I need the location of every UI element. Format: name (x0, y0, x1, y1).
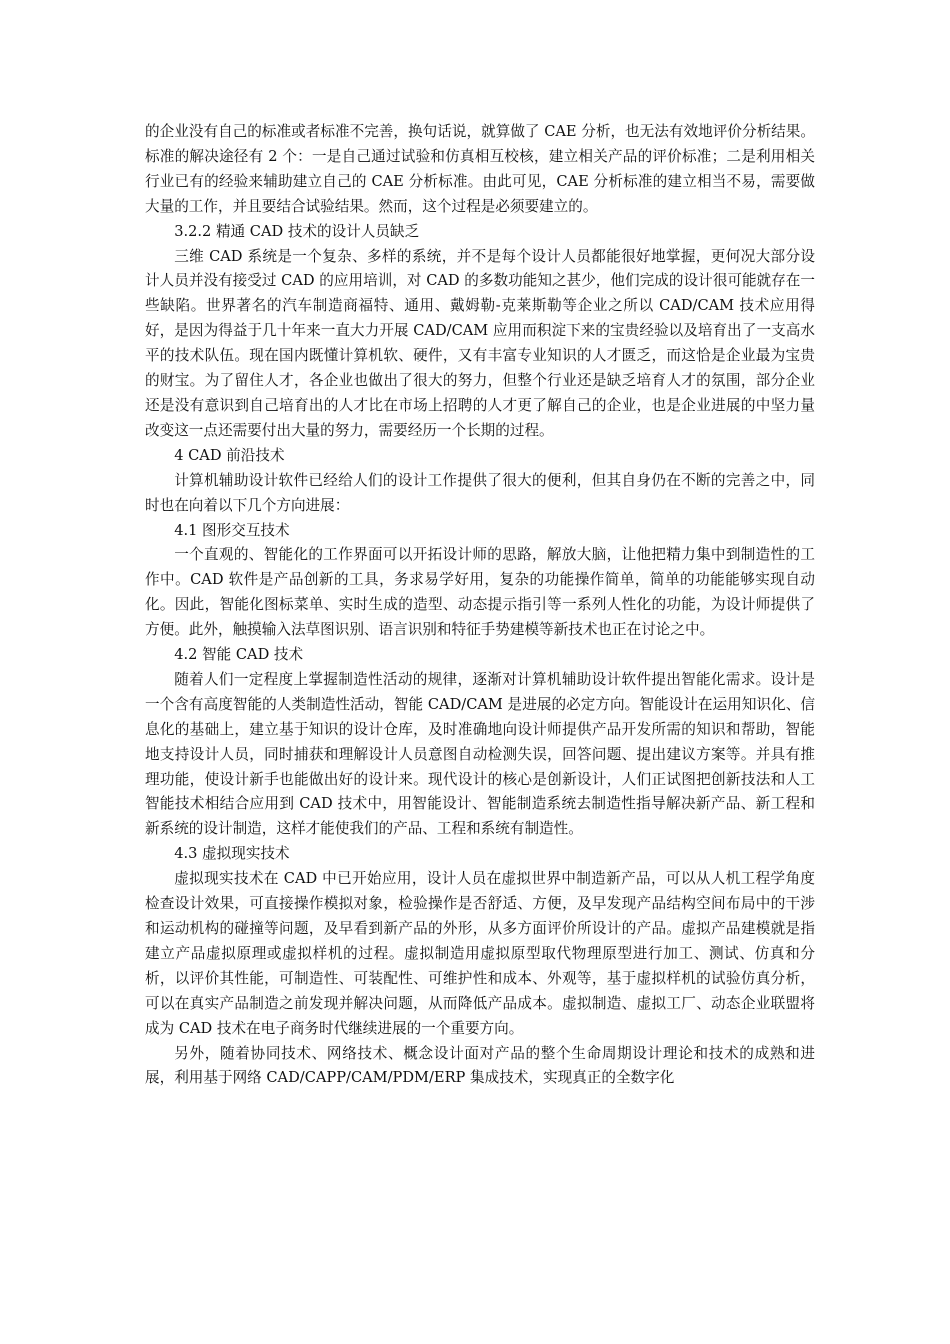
paragraph-intelligent-cad: 随着人们一定程度上掌握制造性活动的规律，逐渐对计算机辅助设计软件提出智能化需求。设计是一个含有高度智能的人类制造性活动，智能 CAD/CAM 是进展的必定方向。智能设计在运用知识化、信息化的基础上，建立基于知识的设计仓库，及时准确地向设计师提供产品开发所需的知识和帮助，智能地支持设计人员，同时捕获和理解设计人员意图自动检测失误，回答问题、提出建议方案等。并具有推理功能，使设计新手也能做出好的设计来。现代设计的核心是创新设计，人们正试图把创新技法和人工智能技术相结合应用到 CAD 技术中，用智能设计、智能制造系统去制造性指导解决新产品、新工程和新系统的设计制造，这样才能使我们的产品、工程和系统有制造性。 (145, 670, 815, 838)
paragraph-additionally: 另外，随着协同技术、网络技术、概念设计面对产品的整个生命周期设计理论和技术的成熟和进展，利用基于网络 CAD/CAPP/CAM/PDM/ERP 集成技术，实现真正的全数字化 (145, 1044, 815, 1087)
heading-3-2-2: 3.2.2 精通 CAD 技术的设计人员缺乏 (174, 222, 420, 240)
paragraph-graphic-interaction: 一个直观的、智能化的工作界面可以开拓设计师的思路，解放大脑，让他把精力集中到制造性的工作中。CAD 软件是产品创新的工具，务求易学好用，复杂的功能操作简单，简单的功能能够实现自动化。因此，智能化图标菜单、实时生成的造型、动态提示指引等一系列人性化的功能，为设计师提供了方便。此外，触摸输入法草图识别、语言识别和特征手势建模等新技术也正在讨论之中。 (145, 546, 815, 639)
document-page (145, 120, 815, 1091)
heading-4-3: 4.3 虚拟现实技术 (174, 845, 290, 863)
paragraph-cae-standards: 的企业没有自己的标准或者标准不完善，换句话说，就算做了 CAE 分析，也无法有效地评价分析结果。标准的解决途径有 2 个：一是自己通过试验和仿真相互校核，建立相关产品的评价标准；二是利用相关行业已有的经验来辅助建立自己的 CAE 分析标准。由此可见，CAE 分析标准的建立相当不易，需要做大量的工作，并且要结合试验结果。然而，这个过程是必须要建立的。 (145, 123, 815, 215)
heading-4-2: 4.2 智能 CAD 技术 (174, 646, 304, 664)
heading-4: 4 CAD 前沿技术 (174, 446, 285, 464)
paragraph-cad-talent: 三维 CAD 系统是一个复杂、多样的系统，并不是每个设计人员都能很好地掌握，更何况大部分设计人员并没有接受过 CAD 的应用培训，对 CAD 的多数功能知之甚少，他们完成的设计很可能就存在一些缺陷。世界著名的汽车制造商福特、通用、戴姆勒-克莱斯勒等企业之所以 CAD/CAM 技术应用得好，是因为得益于几十年来一直大力开展 CAD/CAM 应用而积淀下来的宝贵经验以及培育出了一支高水平的技术队伍。现在国内既懂计算机软、硬件，又有丰富专业知识的人才匮乏，而这恰是企业最为宝贵的财宝。为了留住人才，各企业也做出了很大的努力，但整个行业还是缺乏培育人才的氛围，部分企业还是没有意识到自己培育出的人才比在市场上招聘的人才更了解自己的企业，也是企业进展的中坚力量改变这一点还需要付出大量的努力，需要经历一个长期的过程。 (145, 247, 815, 439)
heading-4-1: 4.1 图形交互技术 (174, 521, 290, 539)
paragraph-cad-frontier-intro: 计算机辅助设计软件已经给人们的设计工作提供了很大的便利，但其自身仍在不断的完善之中，同时也在向着以下几个方向进展： (145, 471, 815, 514)
paragraph-virtual-reality: 虚拟现实技术在 CAD 中已开始应用，设计人员在虚拟世界中制造新产品，可以从人机工程学角度检查设计效果，可直接操作模拟对象，检验操作是否舒适、方便，及早发现产品结构空间布局中的干涉和运动机构的碰撞等问题，及早看到新产品的外形，从多方面评价所设计的产品。虚拟产品建模就是指建立产品虚拟原理或虚拟样机的过程。虚拟制造用虚拟原型取代物理原型进行加工、测试、仿真和分析，以评价其性能，可制造性、可装配性、可维护性和成本、外观等，基于虚拟样机的试验仿真分析，可以在真实产品制造之前发现并解决问题，从而降低产品成本。虚拟制造、虚拟工厂、动态企业联盟将成为 CAD 技术在电子商务时代继续进展的一个重要方向。 (145, 870, 815, 1037)
